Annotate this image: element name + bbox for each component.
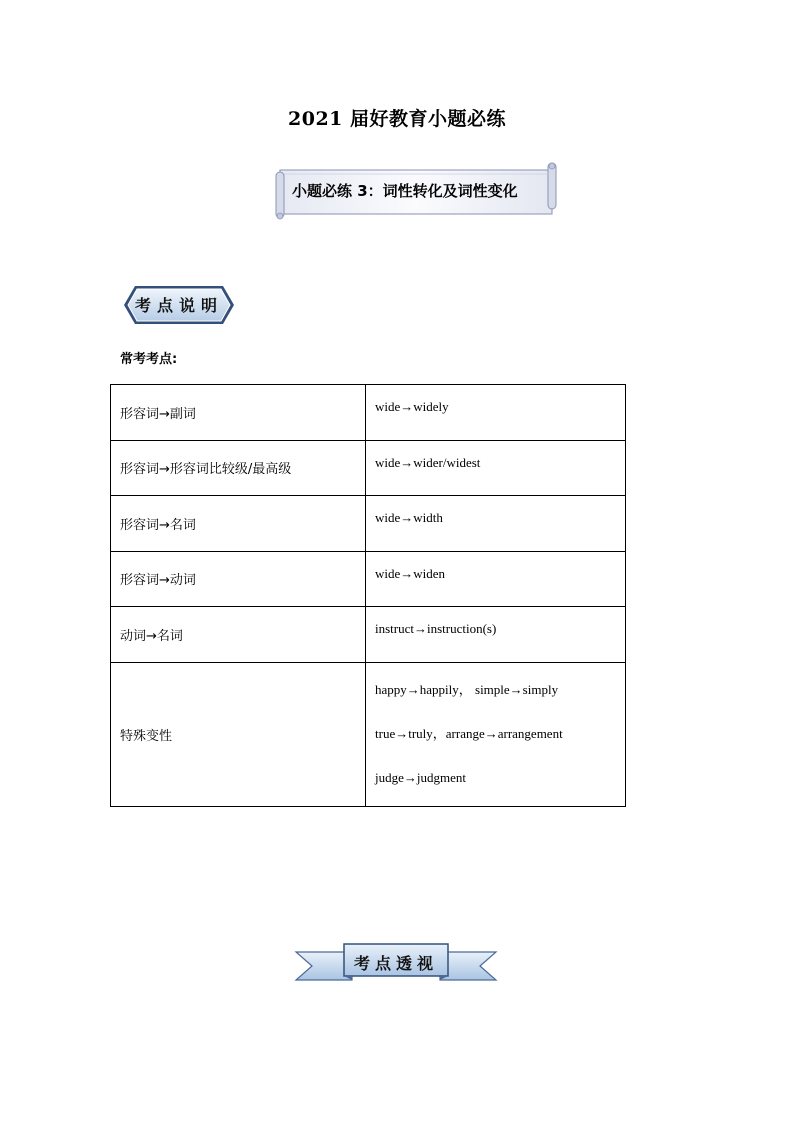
- word-conversion-table: [110, 384, 626, 807]
- special-examples: [366, 662, 626, 806]
- table-row: [111, 440, 626, 496]
- conversion-example: instruct→instruction(s): [366, 607, 626, 663]
- badge-explanation: [123, 285, 235, 325]
- special-example-line: true→truly，arrange→arrangement: [375, 726, 563, 741]
- conversion-type: 形容词→副词: [111, 385, 366, 441]
- table-row-special: [111, 662, 626, 806]
- badge-insight-label: 考点透视: [353, 954, 438, 973]
- conversion-example: wide→wider/widest: [366, 440, 626, 496]
- badge-explanation-label: 考点说明: [134, 296, 223, 315]
- common-points-label: 常考考点:: [120, 352, 178, 367]
- conversion-example: wide→widen: [366, 551, 626, 607]
- conversion-type: 形容词→形容词比较级/最高级: [111, 440, 366, 496]
- conversion-example: wide→width: [366, 496, 626, 552]
- badge-insight: [294, 940, 498, 986]
- special-example-line: judge→judgment: [375, 770, 466, 785]
- conversion-type: 形容词→名词: [111, 496, 366, 552]
- table-row: [111, 551, 626, 607]
- table-row: [111, 385, 626, 441]
- table-row: [111, 607, 626, 663]
- conversion-type: 形容词→动词: [111, 551, 366, 607]
- section-banner: [274, 160, 558, 222]
- document-title: 2021 届好教育小题必练: [288, 108, 506, 130]
- special-example-line: happy→happily， simple→simply: [375, 682, 559, 697]
- section-title: 小题必练 3：词性转化及词性变化: [292, 182, 518, 200]
- conversion-type: 特殊变性: [111, 662, 366, 806]
- table-row: [111, 496, 626, 552]
- conversion-type: 动词→名词: [111, 607, 366, 663]
- conversion-example: wide→widely: [366, 385, 626, 441]
